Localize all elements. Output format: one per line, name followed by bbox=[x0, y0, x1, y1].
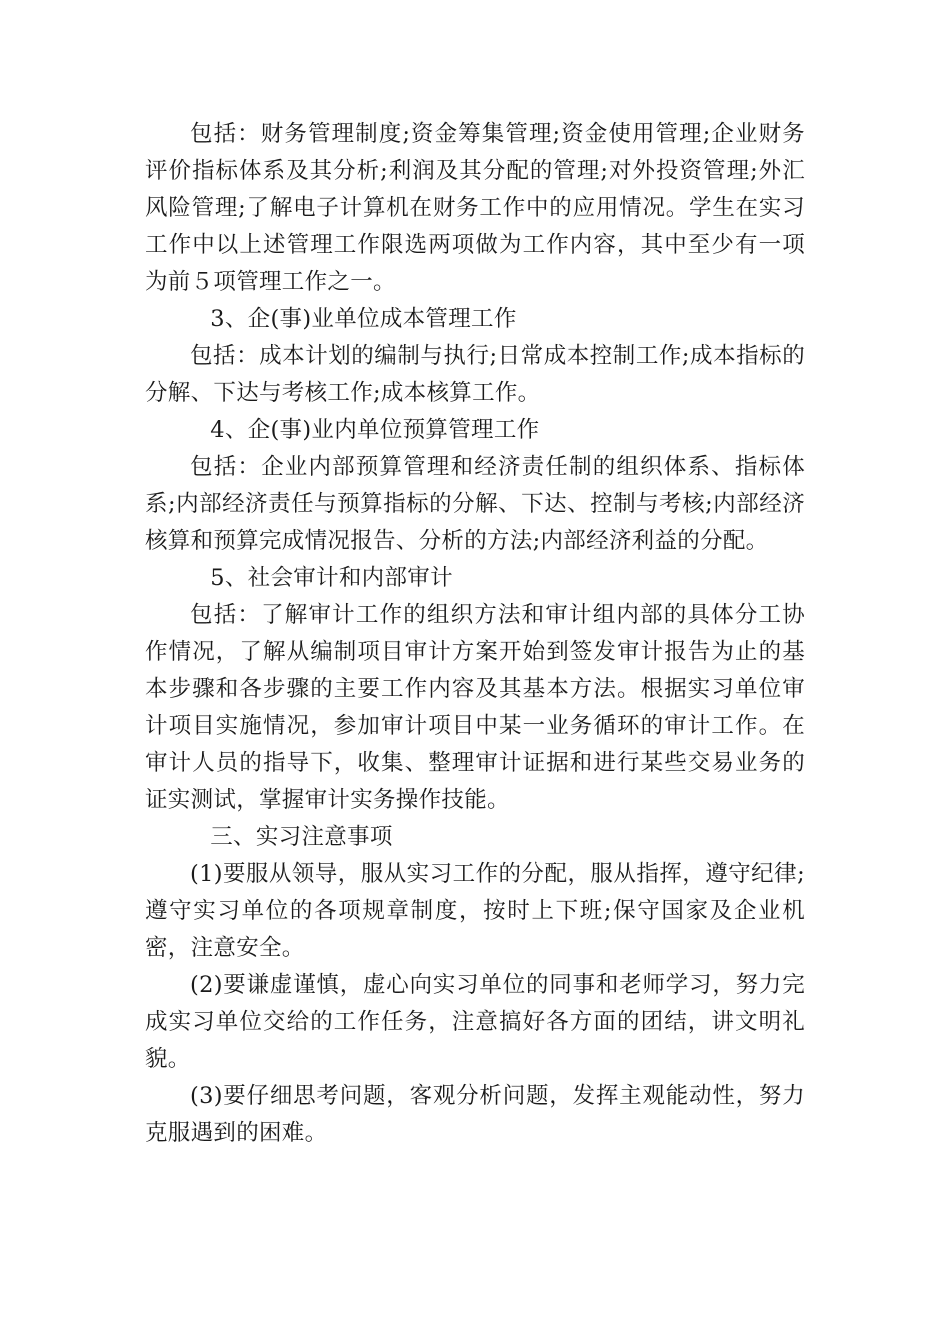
paragraph-budget-management: 包括：企业内部预算管理和经济责任制的组织体系、指标体系;内部经济责任与预算指标的分解、下达、控制与考核;内部经济核算和预算完成情况报告、分析的方法;内部经济利益的分配。 bbox=[145, 454, 805, 554]
heading-budget-management: 4、企(事)业内单位预算管理工作 bbox=[210, 417, 540, 443]
heading-audit: 5、社会审计和内部审计 bbox=[210, 565, 453, 591]
section-heading-notes: 三、实习注意事项 bbox=[210, 824, 393, 850]
heading-cost-management: 3、企(事)业单位成本管理工作 bbox=[210, 306, 517, 332]
paragraph-audit: 包括：了解审计工作的组织方法和审计组内部的具体分工协作情况，了解从编制项目审计方案开始到签发审计报告为止的基本步骤和各步骤的主要工作内容及其基本方法。根据实习单位审计项目实施情况，参加审计项目中某一业务循环的审计工作。在审计人员的指导下，收集、整理审计证据和进行某些交易业务的证实测试，掌握审计实务操作技能。 bbox=[145, 602, 805, 813]
note-item-3: (3)要仔细思考问题，客观分析问题，发挥主观能动性，努力克服遇到的困难。 bbox=[145, 1083, 805, 1146]
paragraph-cost-management: 包括：成本计划的编制与执行;日常成本控制工作;成本指标的分解、下达与考核工作;成本核算工作。 bbox=[145, 343, 805, 406]
document-body bbox=[145, 116, 805, 1152]
paragraph-financial-management: 包括：财务管理制度;资金筹集管理;资金使用管理;企业财务评价指标体系及其分析;利润及其分配的管理;对外投资管理;外汇风险管理;了解电子计算机在财务工作中的应用情况。学生在实习工作中以上述管理工作限选两项做为工作内容，其中至少有一项为前５项管理工作之一。 bbox=[145, 121, 805, 295]
note-item-1: (1)要服从领导，服从实习工作的分配，服从指挥，遵守纪律;遵守实习单位的各项规章制度，按时上下班;保守国家及企业机密，注意安全。 bbox=[145, 861, 805, 961]
note-item-2: (2)要谦虚谨慎，虚心向实习单位的同事和老师学习，努力完成实习单位交给的工作任务，注意搞好各方面的团结，讲文明礼貌。 bbox=[145, 972, 805, 1072]
